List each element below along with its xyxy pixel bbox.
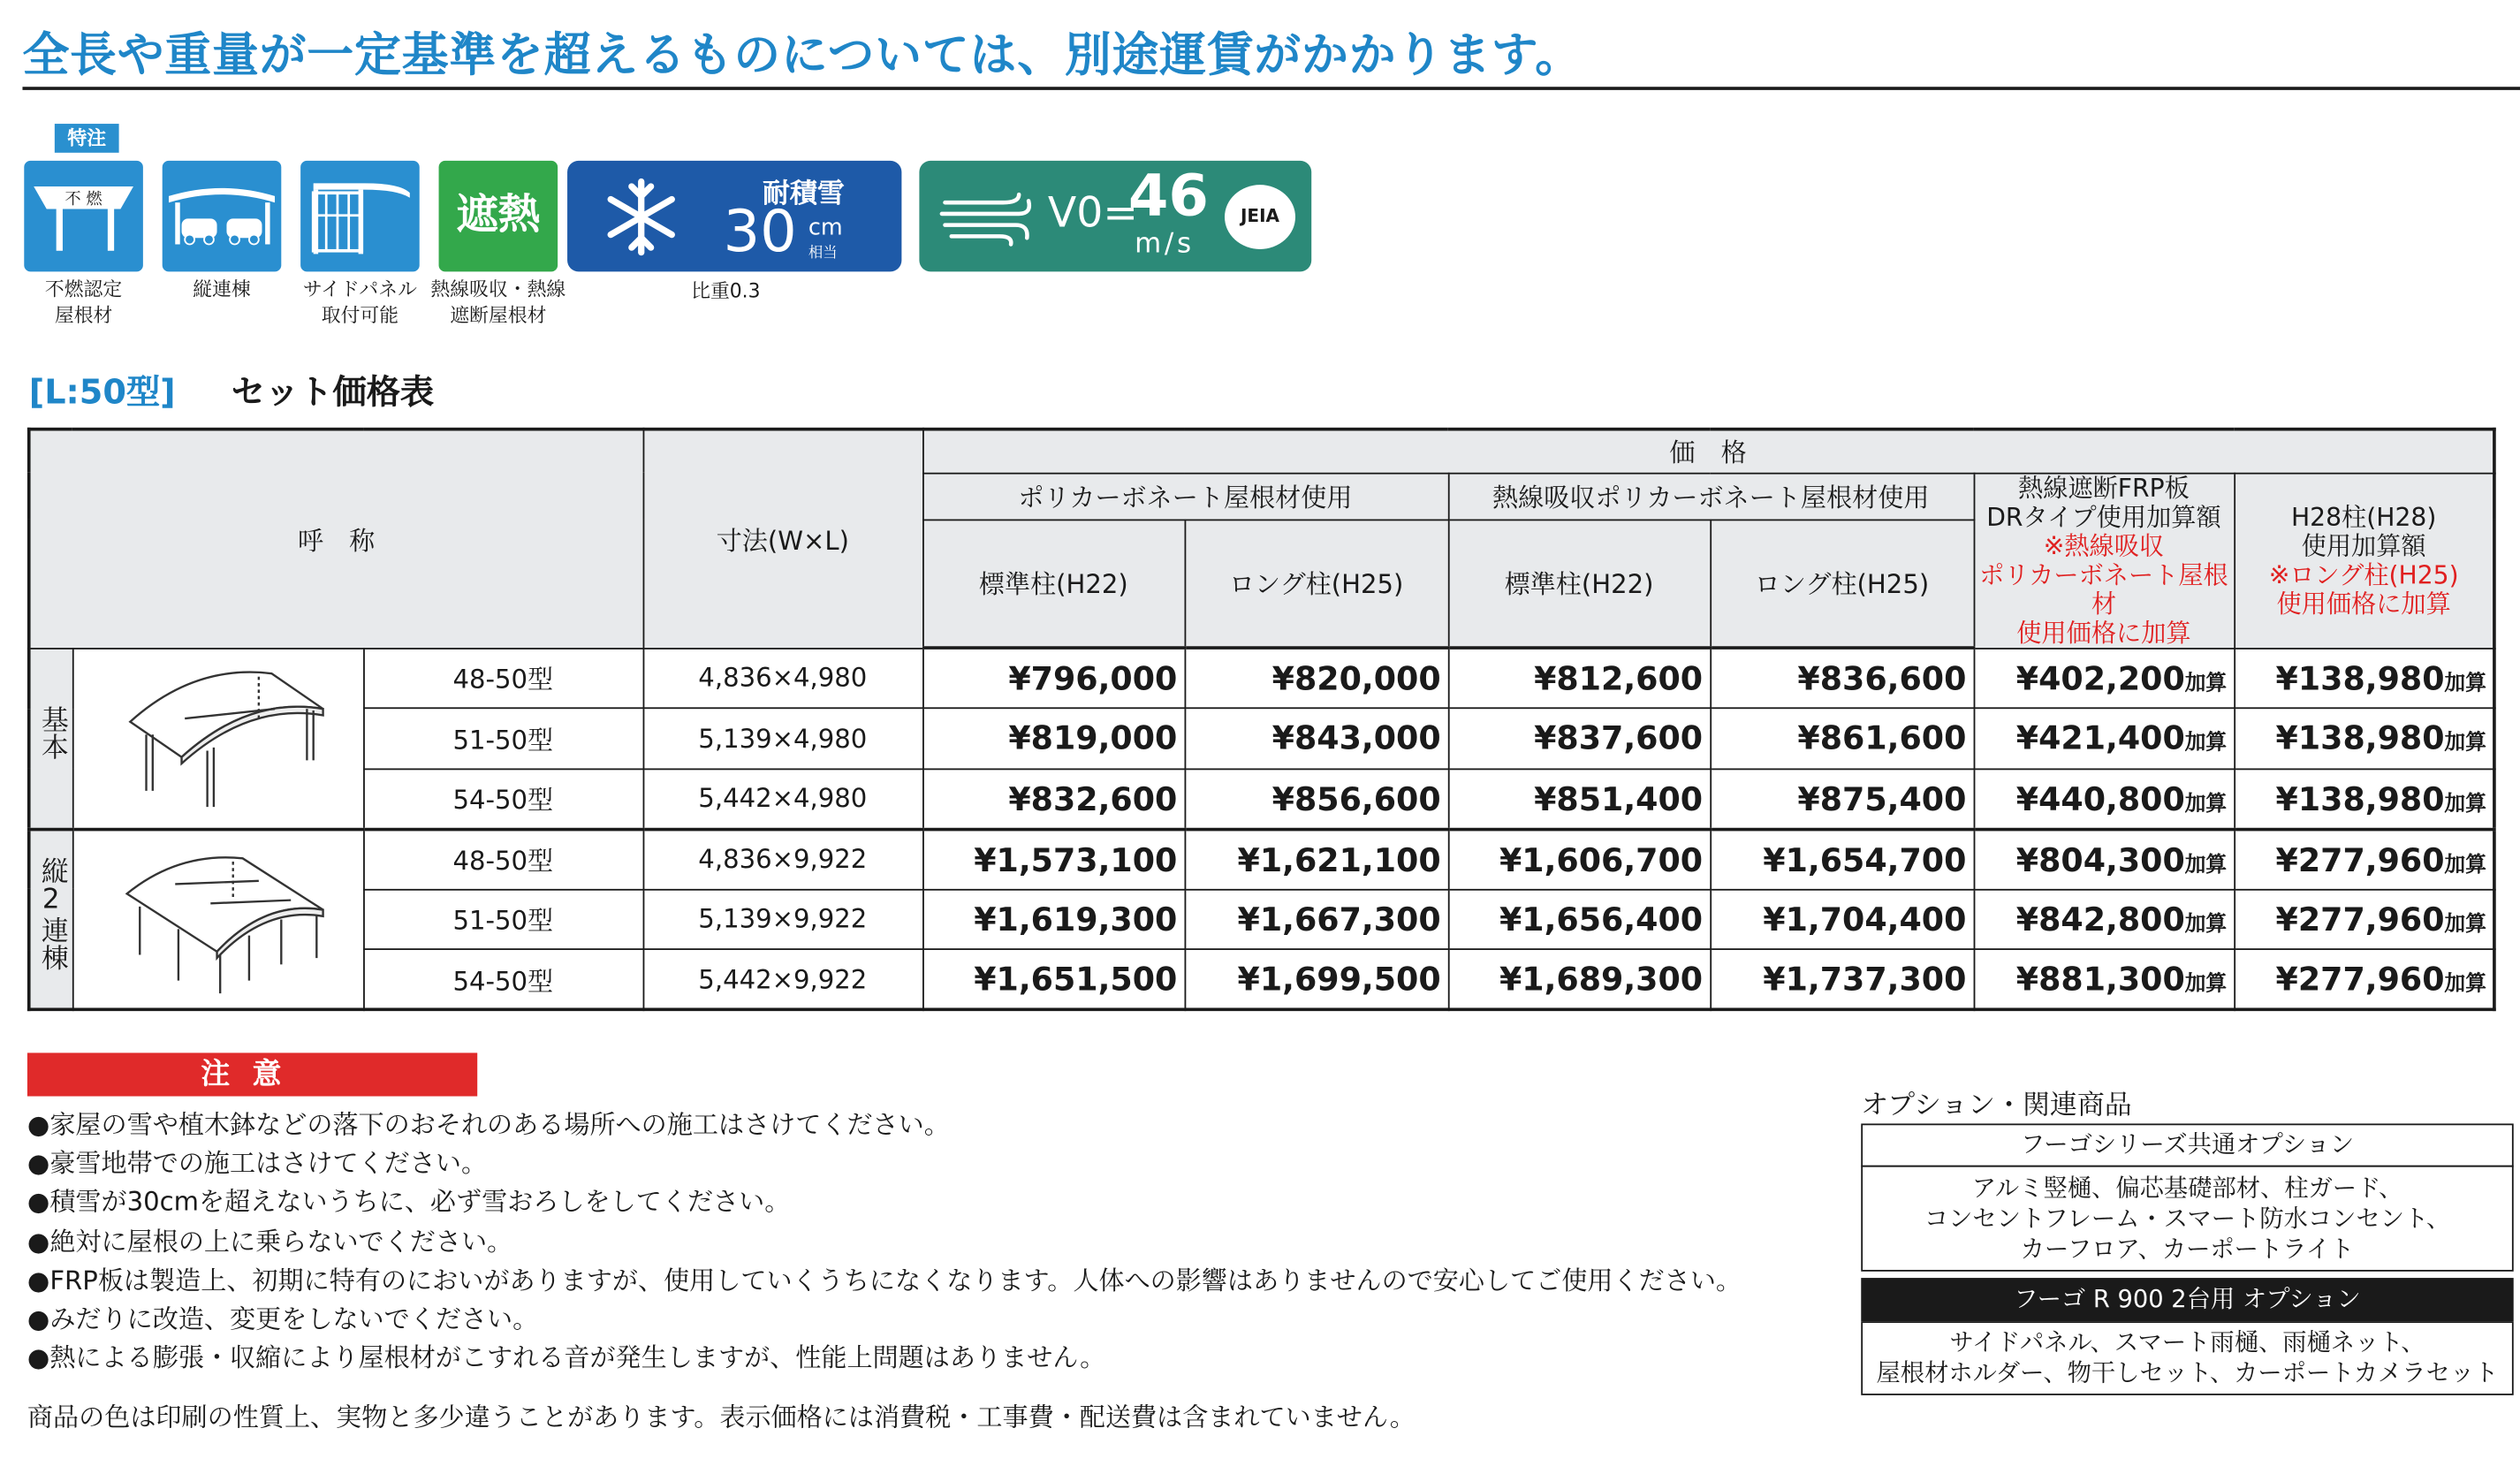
price-value: ¥138,980 [2275, 779, 2445, 817]
header-heat-std: 標準柱(H22) [1448, 520, 1710, 648]
snow-load-value: 30 [723, 199, 797, 266]
price-value: ¥881,300 [2015, 959, 2185, 999]
header-line: 使用加算額 [2301, 531, 2426, 560]
price-heat-std: ¥1,606,700 [1448, 829, 1710, 889]
feature-caption-tandem [163, 277, 282, 302]
special-order-tag: 特注 [55, 124, 119, 153]
header-price: 価 格 [922, 429, 2494, 473]
feature-caption-side-panel [292, 277, 428, 328]
group-label-basic [29, 648, 72, 829]
common-options-heading: フーゴシリーズ共通オプション [1861, 1123, 2513, 1166]
header-note: 使用価格に加算 [2276, 589, 2451, 619]
row-name: 54-50型 [363, 949, 643, 1009]
header-frp [1974, 473, 2235, 648]
caution-note: ●家屋の雪や植木鉢などの落下のおそれのある場所への施工はさけてください。 [27, 1109, 950, 1140]
group-label-text: 基本 [34, 705, 67, 761]
price-value: ¥277,960 [2275, 959, 2445, 999]
header-size: 寸法(W×L) [643, 429, 922, 648]
nonflammable-label: 不 燃 [65, 190, 102, 209]
caution-notes [27, 1106, 1742, 1378]
price-poly-std: ¥1,619,300 [922, 889, 1184, 949]
tandem-carport-illustration [72, 829, 363, 1010]
price-heat-long: ¥1,737,300 [1710, 949, 1973, 1009]
row-name: 54-50型 [363, 768, 643, 828]
jeia-logo: JEIA [1225, 185, 1295, 249]
header-poly-std: 標準柱(H22) [922, 520, 1184, 648]
price-value: ¥440,800 [2015, 779, 2185, 817]
wind-icon [938, 190, 1035, 247]
snow-load-unit-sub: 相当 [808, 246, 838, 262]
add-suffix: 加算 [2184, 671, 2228, 696]
price-poly-std: ¥796,000 [922, 648, 1184, 708]
price-frp-add [1974, 889, 2235, 949]
headline: 全長や重量が一定基準を超えるものについては、別途運賃がかかります。 [22, 27, 1583, 82]
feature-caption-heat-shield [428, 277, 569, 328]
price-poly-std: ¥1,651,500 [922, 949, 1184, 1009]
price-heat-long: ¥861,600 [1710, 708, 1973, 768]
price-value: ¥277,960 [2275, 900, 2445, 938]
price-poly-long: ¥1,621,100 [1185, 829, 1448, 889]
header-line: 熱線遮断FRP板 [2018, 473, 2190, 503]
feature-caption-nonflammable [24, 277, 143, 328]
footer-disclaimer: 商品の色は印刷の性質上、実物と多少違うことがあります。表示価格には消費税・工事費・配送費は含まれていません。 [27, 1402, 1416, 1432]
r900-options-list: サイドパネル、スマート雨樋、雨樋ネット、 屋根材ホルダー、物干しセット、カーポートカメラセット [1861, 1321, 2513, 1395]
model-label: [L:50型] [28, 373, 176, 412]
caption-line: 屋根材 [54, 303, 113, 327]
row-size: 5,442×9,922 [643, 949, 922, 1009]
price-h28-add [2234, 708, 2494, 768]
caution-heading: 注意 [27, 1052, 477, 1096]
side-panel-icon [300, 161, 420, 272]
row-size: 5,139×4,980 [643, 708, 922, 768]
caution-note: ●積雪が30cmを超えないうちに、必ず雪おろしをしてください。 [27, 1187, 791, 1218]
add-suffix: 加算 [2444, 791, 2486, 817]
price-frp-add [1974, 949, 2235, 1009]
price-h28-add [2234, 768, 2494, 828]
snowflake-icon [596, 177, 687, 257]
price-heat-std: ¥812,600 [1448, 648, 1710, 708]
row-size: 4,836×9,922 [643, 829, 922, 889]
options-title: オプション・関連商品 [1861, 1090, 2132, 1122]
caption-line: サイドパネル [302, 277, 417, 301]
add-suffix: 加算 [2444, 732, 2486, 756]
header-h28 [2234, 473, 2494, 648]
wind-speed-value: 46 [1127, 163, 1209, 231]
nonflammable-roof-icon [24, 161, 143, 272]
header-poly-long: ロング柱(H25) [1185, 520, 1448, 648]
price-value: ¥277,960 [2275, 840, 2445, 879]
price-value: ¥804,300 [2015, 840, 2185, 879]
price-frp-add [1974, 708, 2235, 768]
price-heat-long: ¥875,400 [1710, 768, 1973, 828]
caption-line: 取付可能 [321, 303, 399, 327]
price-heat-std: ¥1,656,400 [1448, 889, 1710, 949]
price-value: ¥402,200 [2015, 658, 2185, 697]
row-size: 5,139×9,922 [643, 889, 922, 949]
tandem-carport-icon [163, 161, 282, 272]
price-heat-long: ¥1,704,400 [1710, 889, 1973, 949]
header-line: DRタイプ使用加算額 [1986, 502, 2221, 532]
row-name: 48-50型 [363, 648, 643, 708]
caution-note: ●豪雪地帯での施工はさけてください。 [27, 1148, 488, 1179]
wind-speed-unit: m/s [1135, 228, 1195, 261]
row-size: 4,836×4,980 [643, 648, 922, 708]
snow-load-title: 耐積雪 [763, 178, 845, 211]
price-value: ¥138,980 [2275, 718, 2445, 758]
price-value: ¥842,800 [2015, 900, 2185, 938]
add-suffix: 加算 [2444, 912, 2486, 938]
snow-load-unit: cm [808, 215, 843, 241]
price-poly-std: ¥832,600 [922, 768, 1184, 828]
price-h28-add [2234, 889, 2494, 949]
single-carport-illustration [72, 648, 363, 829]
row-size: 5,442×4,980 [643, 768, 922, 828]
price-poly-std: ¥819,000 [922, 708, 1184, 768]
caution-note: ●熱による膨張・収縮により屋根材がこすれる音が発生しますが、性能上問題はありません。 [27, 1342, 1106, 1373]
header-line: H28柱(H28) [2290, 502, 2437, 532]
header-polycarbonate: ポリカーボネート屋根材使用 [922, 473, 1448, 520]
caution-note: ●みだりに改造、変更をしないでください。 [27, 1303, 539, 1334]
row-name: 51-50型 [363, 889, 643, 949]
price-frp-add [1974, 648, 2235, 708]
price-h28-add [2234, 829, 2494, 889]
r900-options-heading: フーゴ R 900 2台用 オプション [1861, 1278, 2513, 1321]
caption-line: 熱線吸収・熱線 [430, 277, 566, 301]
price-h28-add [2234, 648, 2494, 708]
caution-note: ●FRP板は製造上、初期に特有のにおいがありますが、使用していくうちになくなります。人体への影響はありませんので安心してご使用ください。 [27, 1265, 1742, 1295]
price-poly-long: ¥1,699,500 [1185, 949, 1448, 1009]
header-note: ポリカーボネート屋根材 [1979, 559, 2228, 619]
row-name: 51-50型 [363, 708, 643, 768]
add-suffix: 加算 [2184, 791, 2228, 817]
add-suffix: 加算 [2184, 732, 2228, 756]
common-options-list: アルミ竪樋、偏芯基礎部材、柱ガード、 コンセントフレーム・スマート防水コンセント、 カーフロア、カーポートライト [1861, 1166, 2513, 1272]
price-heat-std: ¥851,400 [1448, 768, 1710, 828]
wind-speed-label: V0= [1047, 189, 1138, 239]
add-suffix: 加算 [2444, 671, 2486, 696]
header-note: ※ロング柱(H25) [2268, 559, 2459, 589]
header-note: ※熱線吸収 [2043, 531, 2165, 560]
price-poly-long: ¥843,000 [1185, 708, 1448, 768]
add-suffix: 加算 [2184, 852, 2228, 878]
price-value: ¥138,980 [2275, 658, 2445, 697]
price-poly-std: ¥1,573,100 [922, 829, 1184, 889]
price-heat-std: ¥1,689,300 [1448, 949, 1710, 1009]
header-name: 呼 称 [29, 429, 643, 648]
add-suffix: 加算 [2444, 972, 2486, 997]
heat-shield-icon: 遮熱 [439, 161, 558, 272]
price-frp-add [1974, 829, 2235, 889]
price-heat-long: ¥1,654,700 [1710, 829, 1973, 889]
row-name: 48-50型 [363, 829, 643, 889]
price-heat-long: ¥836,600 [1710, 648, 1973, 708]
price-h28-add [2234, 949, 2494, 1009]
caption-line: 遮断屋根材 [450, 303, 547, 327]
price-value: ¥421,400 [2015, 718, 2185, 758]
headline-rule [22, 87, 2520, 90]
price-table [27, 428, 2496, 1011]
caption-line: 不燃認定 [44, 277, 123, 301]
price-poly-long: ¥1,667,300 [1185, 889, 1448, 949]
group-label-tandem [29, 829, 72, 1010]
add-suffix: 加算 [2444, 852, 2486, 878]
header-heat-long: ロング柱(H25) [1710, 520, 1973, 648]
add-suffix: 加算 [2184, 912, 2228, 938]
add-suffix: 加算 [2184, 972, 2228, 997]
header-note: 使用価格に加算 [2016, 618, 2191, 648]
price-poly-long: ¥820,000 [1185, 648, 1448, 708]
price-frp-add [1974, 768, 2235, 828]
snow-load-caption: 比重0.3 [691, 279, 761, 302]
table-title: セット価格表 [231, 373, 435, 412]
caption-line: 縦連棟 [193, 277, 251, 301]
price-heat-std: ¥837,600 [1448, 708, 1710, 768]
caution-note: ●絶対に屋根の上に乗らないでください。 [27, 1226, 513, 1257]
price-poly-long: ¥856,600 [1185, 768, 1448, 828]
header-heat-polycarbonate: 熱線吸収ポリカーボネート屋根材使用 [1448, 473, 1974, 520]
group-label-text: 縦2連棟 [34, 856, 67, 972]
